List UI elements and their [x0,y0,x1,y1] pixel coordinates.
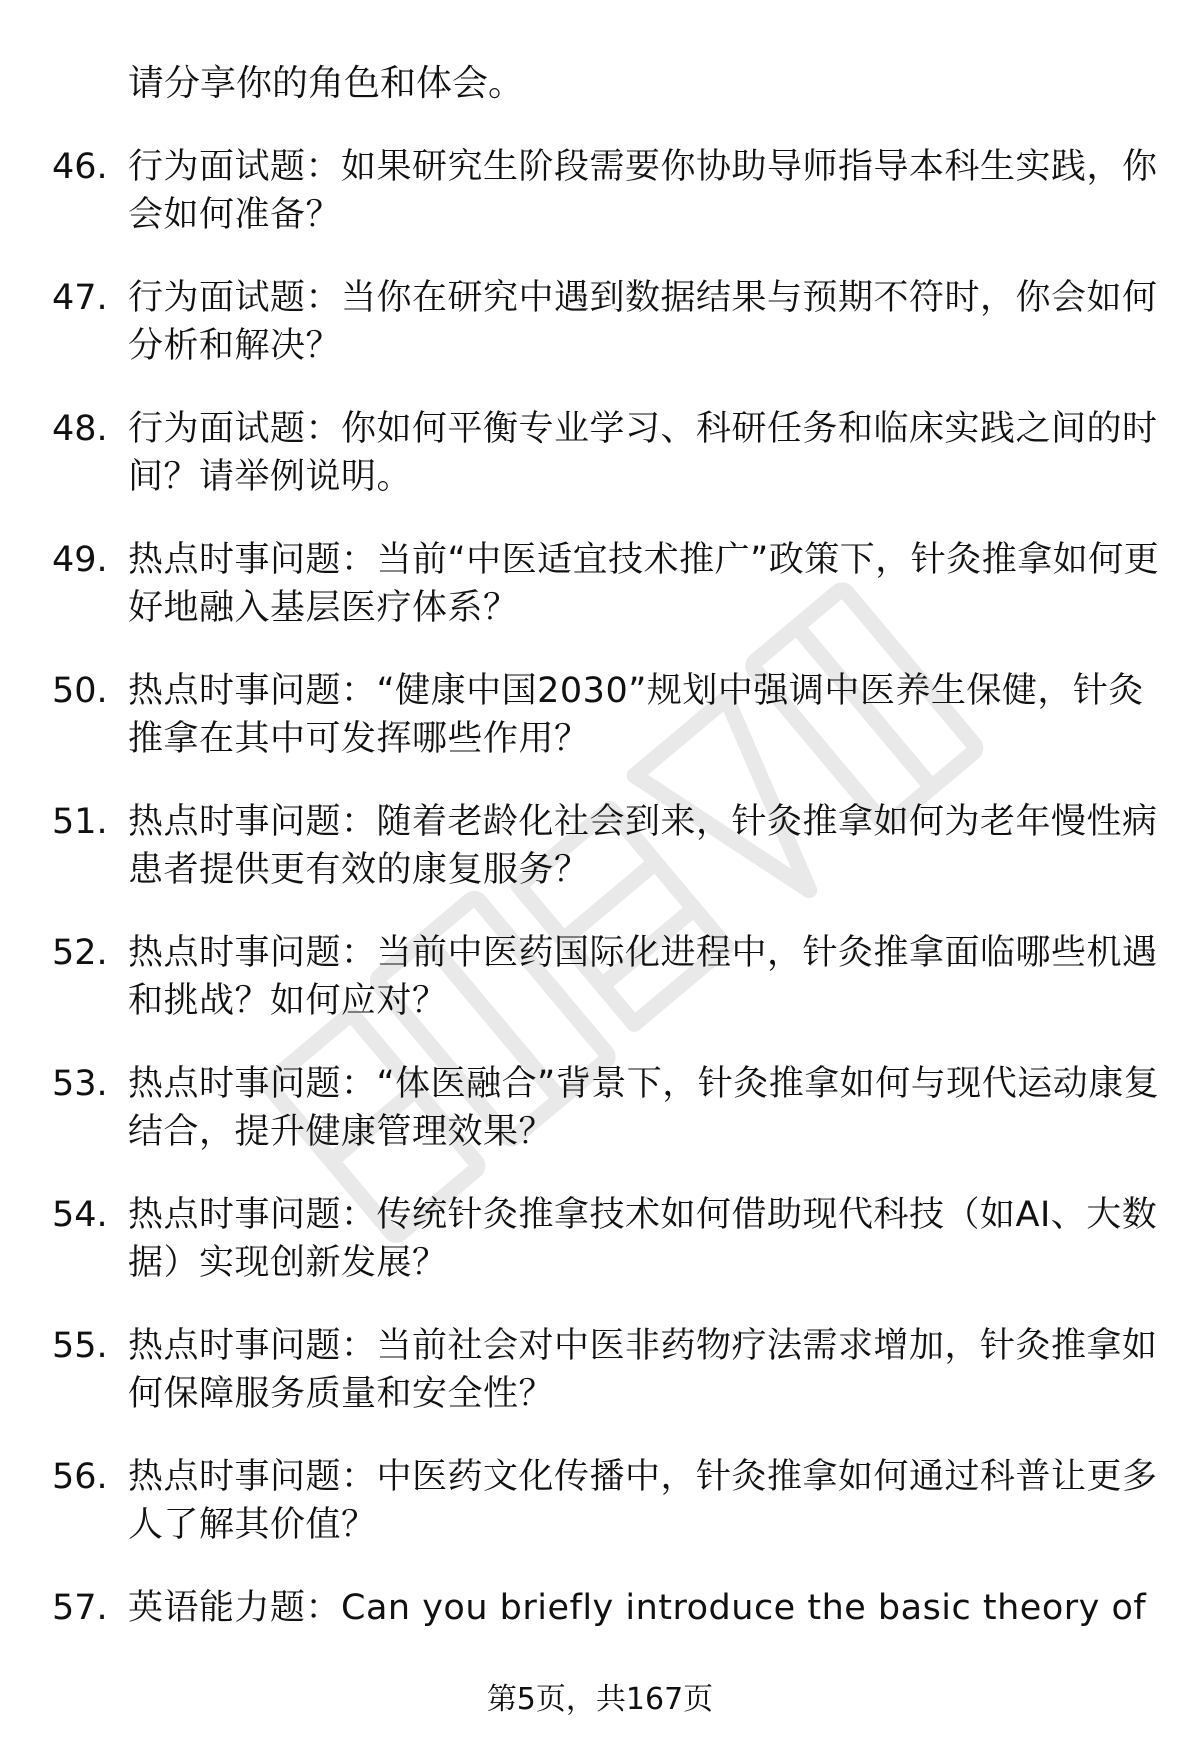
question-text: 热点时事问题：随着老龄化社会到来，针灸推拿如何为老年慢性病患者提供更有效的康复服务？ [128,802,1158,890]
question-text: 热点时事问题：当前中医药国际化进程中，针灸推拿面临哪些机遇和挑战？如何应对？ [128,933,1158,1021]
question-item [52,1322,1162,1453]
question-item [52,667,1162,798]
question-number: 52. [52,933,108,973]
question-item [52,1453,1162,1584]
question-text: 热点时事问题：当前社会对中医非药物疗法需求增加，针灸推拿如何保障服务质量和安全性？ [128,1326,1158,1414]
question-item [52,536,1162,667]
question-list [52,143,1162,1715]
question-item [52,143,1162,274]
question-number: 50. [52,671,108,711]
question-number: 49. [52,540,108,580]
question-item [52,274,1162,405]
question-number: 47. [52,278,108,318]
question-text: 热点时事问题：中医药文化传播中，针灸推拿如何通过科普让更多人了解其价值？ [128,1457,1158,1545]
question-number: 53. [52,1064,108,1104]
question-number: 51. [52,802,108,842]
question-number: 55. [52,1326,108,1366]
page-footer: 第5页，共167页 [486,1682,714,1717]
question-item [52,405,1162,536]
question-text: 行为面试题：你如何平衡专业学习、科研任务和临床实践之间的时间？请举例说明。 [128,409,1158,497]
question-number: 46. [52,147,108,187]
question-text: 热点时事问题：“健康中国2030”规划中强调中医养生保健，针灸推拿在其中可发挥哪些作用？ [128,671,1144,759]
question-number: 56. [52,1457,108,1497]
question-number: 54. [52,1195,108,1235]
question-item [52,798,1162,929]
question-text: 热点时事问题：传统针灸推拿技术如何借助现代科技（如AI、大数据）实现创新发展？ [128,1195,1158,1283]
question-number: 48. [52,409,108,449]
continued-question-text: 请分享你的角色和体会。 [128,63,525,104]
question-number: 57. [52,1588,108,1628]
question-text: 热点时事问题：当前“中医适宜技术推广”政策下，针灸推拿如何更好地融入基层医疗体系？ [128,540,1160,628]
question-text: 英语能力题：Can you briefly introduce the basic theory of [128,1588,1147,1628]
question-text: 热点时事问题：“体医融合”背景下，针灸推拿如何与现代运动康复结合，提升健康管理效果？ [128,1064,1160,1152]
question-text: 行为面试题：当你在研究中遇到数据结果与预期不符时，你会如何分析和解决？ [128,278,1158,366]
question-item [52,1060,1162,1191]
question-item [52,1191,1162,1322]
question-text: 行为面试题：如果研究生阶段需要你协助导师指导本科生实践，你会如何准备？ [128,147,1158,235]
question-item [52,929,1162,1060]
